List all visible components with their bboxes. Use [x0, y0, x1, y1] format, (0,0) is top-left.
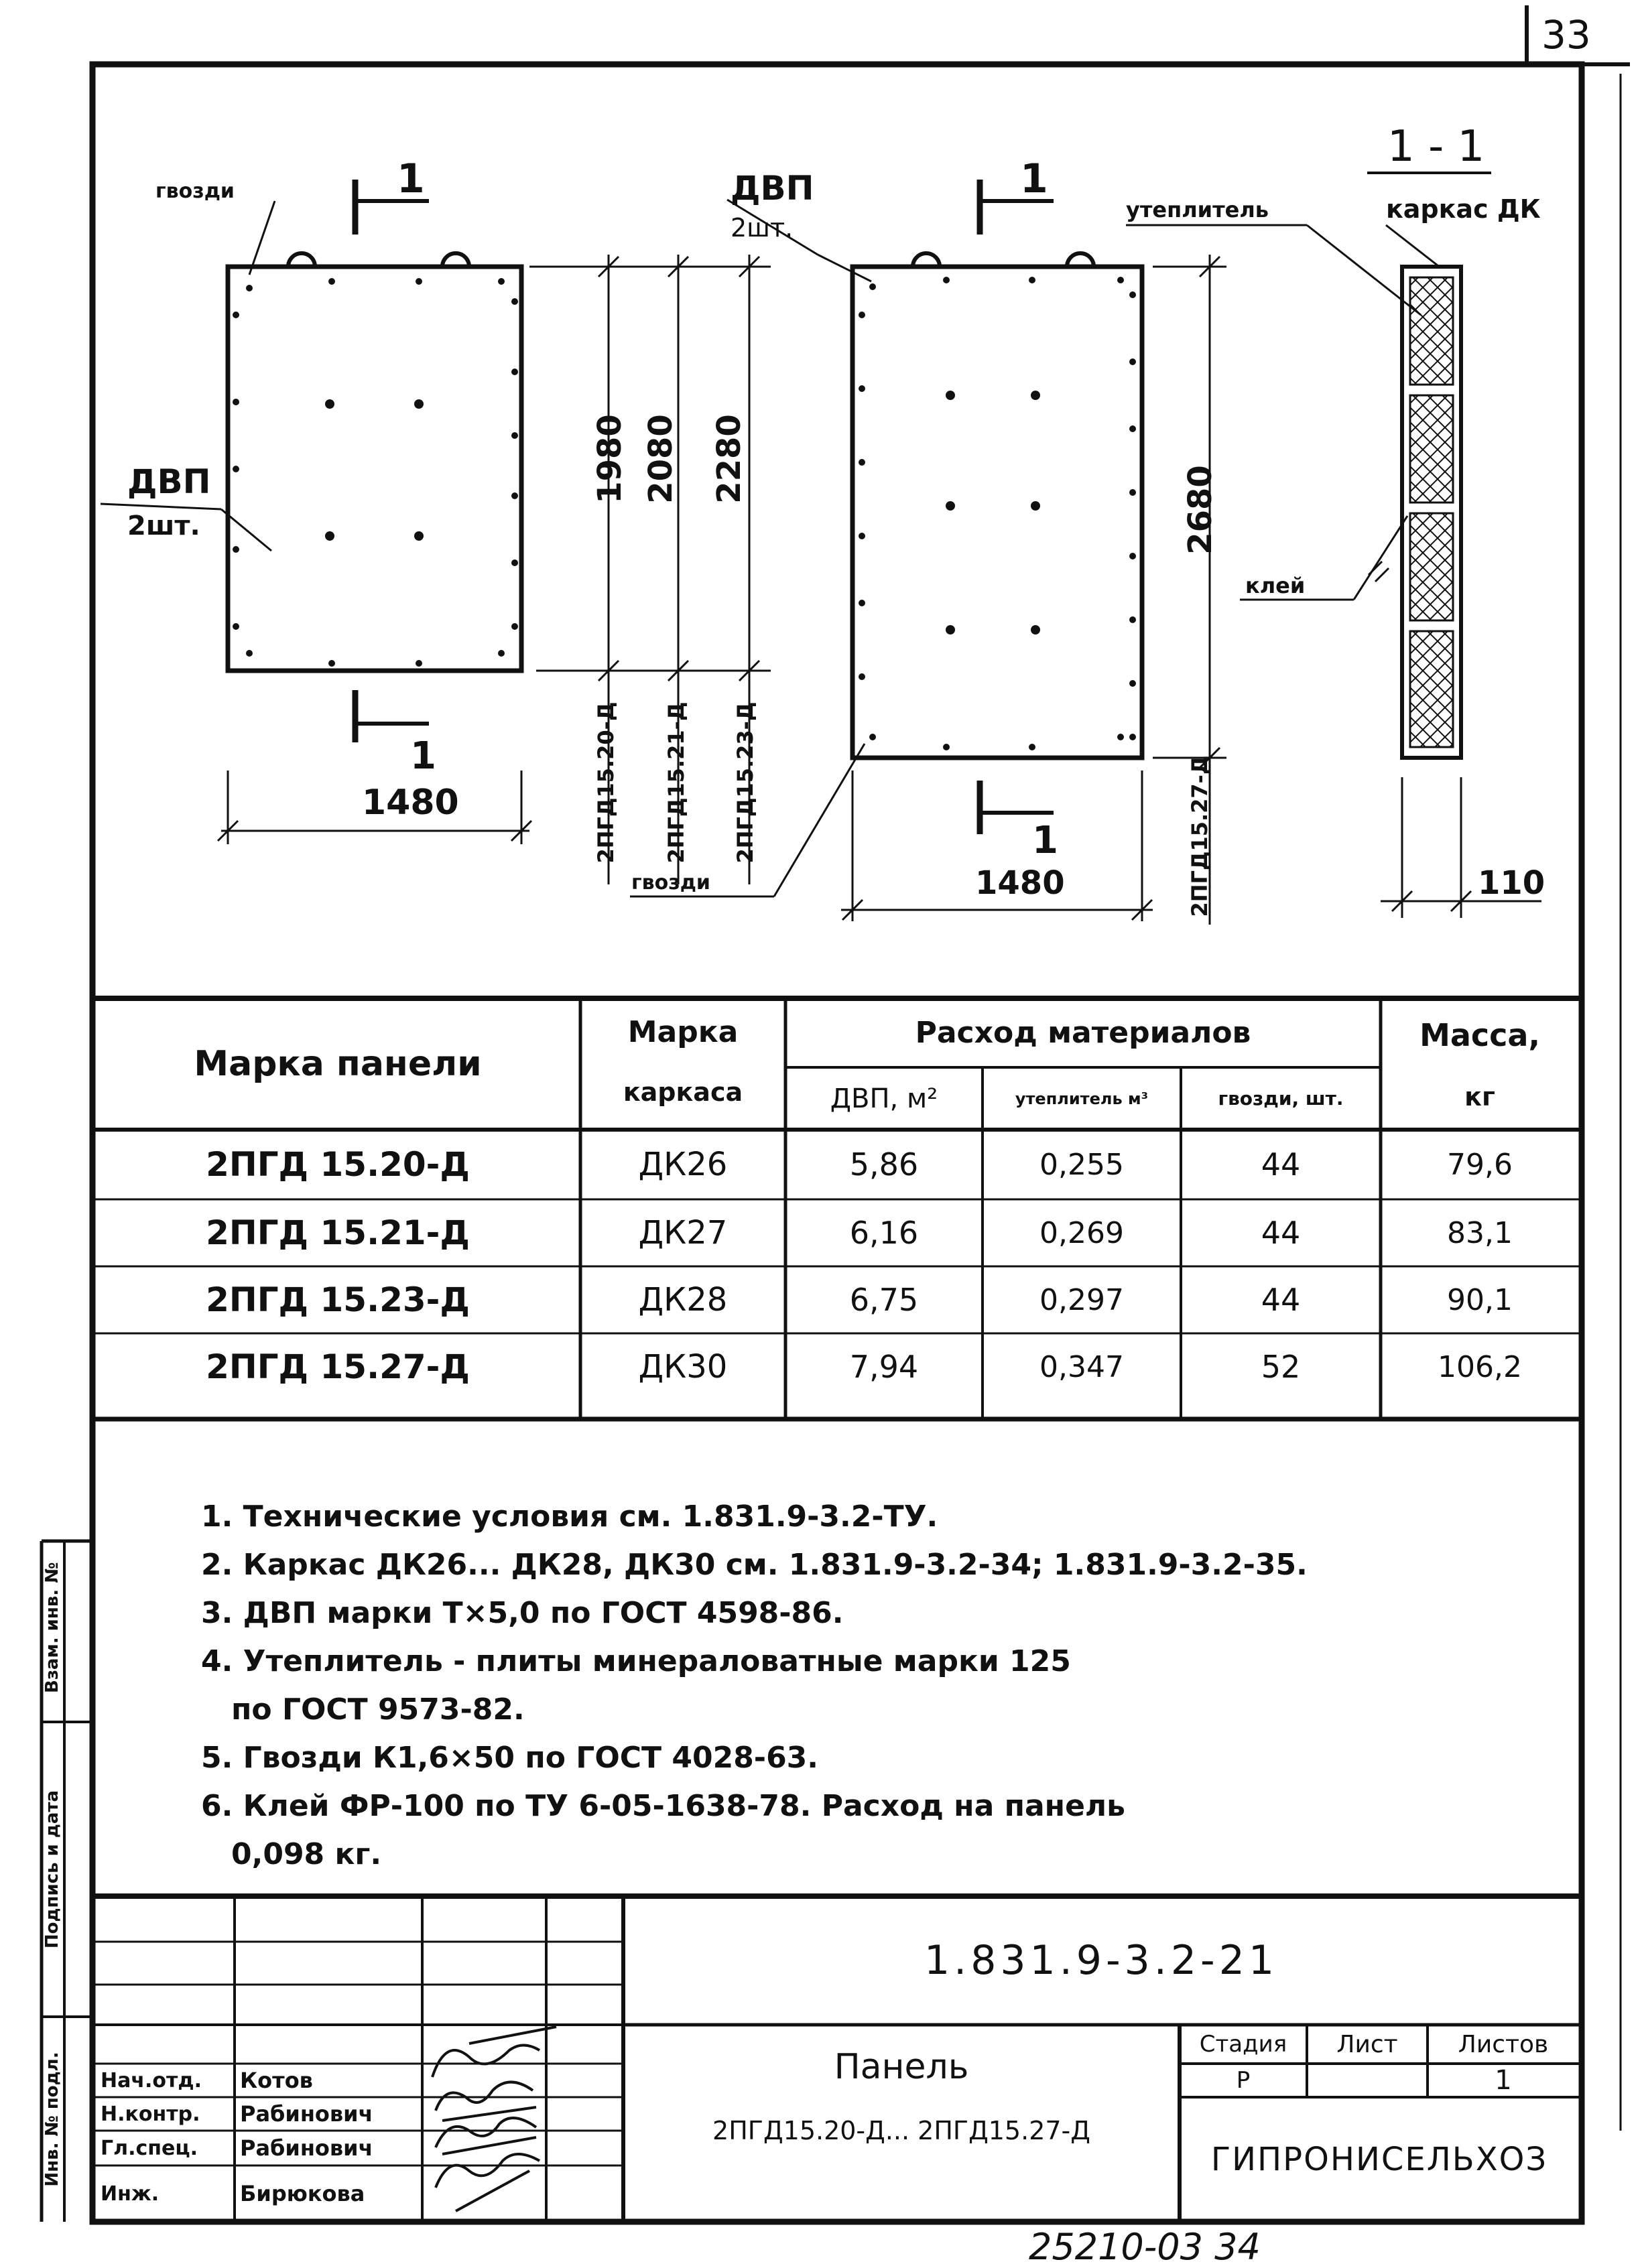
- section-mark-bottom-left: 1: [410, 734, 436, 778]
- table-row-2-frame: ДК27: [638, 1214, 728, 1252]
- side-stamp-sign-date: Подпись и дата: [42, 1790, 62, 1949]
- header-dvp: ДВП, м²: [830, 1083, 938, 1114]
- panel-right-view: [630, 180, 1226, 925]
- sheet-value: [1307, 2064, 1428, 2097]
- insulation-label: утеплитель: [1126, 197, 1269, 222]
- table-row-3-nails: 44: [1261, 1282, 1301, 1318]
- header-frame-mark-2: каркаса: [623, 1077, 743, 1107]
- signatures: [432, 2027, 556, 2211]
- height-dim-2280: 2280: [710, 414, 748, 504]
- glue-label: клей: [1245, 573, 1306, 598]
- signer-role-1: Нач.отд.: [101, 2068, 202, 2092]
- sheet-number: 33: [1541, 12, 1591, 58]
- sheets-header: Листов: [1458, 2030, 1549, 2058]
- table-row-2-panel: 2ПГД 15.21-Д: [206, 1213, 470, 1252]
- panel-mark-2pgd-15-21: 2ПГД15.21-Д: [664, 702, 689, 864]
- signer-role-3: Гл.спец.: [101, 2136, 198, 2160]
- table-row-1-nails: 44: [1261, 1146, 1301, 1183]
- table-row-1-insulation: 0,255: [1039, 1147, 1124, 1182]
- stage-value: Р: [1236, 2067, 1251, 2094]
- note-6-continued: 0,098 кг.: [231, 1837, 382, 1871]
- table-row-4-frame: ДК30: [638, 1348, 728, 1386]
- section-mark-bottom-right: 1: [1032, 819, 1058, 862]
- table-row-3-frame: ДК28: [638, 1281, 728, 1319]
- frame-label: каркас ДК: [1386, 194, 1541, 224]
- section-mark-top-left: 1: [397, 155, 425, 202]
- nails-label-right: гвозди: [631, 871, 710, 894]
- height-dim-1980: 1980: [591, 414, 629, 504]
- table-row-4-nails: 52: [1261, 1349, 1301, 1385]
- panel-mark-2pgd-15-27: 2ПГД15.27-Д: [1187, 755, 1212, 917]
- dvp-count-right: 2шт.: [731, 213, 794, 243]
- signer-name-1: Котов: [240, 2068, 313, 2093]
- header-panel-mark: Марка панели: [194, 1044, 482, 1084]
- note-6: 6. Клей ФР-100 по ТУ 6-05-1638-78. Расход на панель: [201, 1789, 1125, 1823]
- table-row-1-frame: ДК26: [638, 1146, 728, 1183]
- header-nails: гвозди, шт.: [1218, 1087, 1344, 1110]
- width-dim-left: 1480: [362, 783, 459, 823]
- table-row-4-dvp: 7,94: [849, 1349, 919, 1385]
- stage-header: Стадия: [1199, 2031, 1287, 2058]
- table-row-4-mass: 106,2: [1438, 1349, 1522, 1384]
- thickness-dim: 110: [1478, 864, 1545, 902]
- panel-mark-2pgd-15-20: 2ПГД15.20-Д: [593, 702, 619, 864]
- signer-role-4: Инж.: [101, 2182, 160, 2206]
- table-row-4-insulation: 0,347: [1039, 1349, 1124, 1384]
- panel-mark-2pgd-15-23: 2ПГД15.23-Д: [733, 702, 758, 864]
- table-row-2-mass: 83,1: [1447, 1215, 1513, 1250]
- dvp-label-right: ДВП: [731, 169, 814, 208]
- header-frame-mark-1: Марка: [627, 1014, 739, 1049]
- note-4-continued: по ГОСТ 9573-82.: [231, 1692, 525, 1727]
- width-dim-right: 1480: [975, 864, 1065, 902]
- note-3: 3. ДВП марки Т×5,0 по ГОСТ 4598-86.: [201, 1596, 844, 1630]
- title-line-1: Панель: [834, 2047, 969, 2087]
- side-stamp-vzam-inv: Взам. инв. №: [42, 1562, 62, 1693]
- table-row-1-mass: 79,6: [1447, 1147, 1513, 1182]
- table-row-3-panel: 2ПГД 15.23-Д: [206, 1280, 470, 1319]
- dvp-label-left: ДВП: [127, 462, 211, 501]
- table-row-2-nails: 44: [1261, 1215, 1301, 1251]
- table-row-4-panel: 2ПГД 15.27-Д: [206, 1347, 470, 1386]
- doc-code: 1.831.9-3.2-21: [924, 1937, 1279, 1984]
- table-row-1-panel: 2ПГД 15.20-Д: [206, 1145, 470, 1184]
- dvp-count-left: 2шт.: [127, 511, 200, 541]
- height-dim-2680: 2680: [1182, 465, 1219, 555]
- header-mass-1: Масса,: [1419, 1017, 1540, 1053]
- organization: ГИПРОНИСЕЛЬХОЗ: [1210, 2141, 1548, 2178]
- title-line-2: 2ПГД15.20-Д... 2ПГД15.27-Д: [712, 2116, 1090, 2145]
- table-row-2-insulation: 0,269: [1039, 1215, 1124, 1250]
- header-materials: Расход материалов: [915, 1016, 1251, 1050]
- section-title: 1 - 1: [1387, 122, 1485, 172]
- signer-name-3: Рабинович: [240, 2135, 373, 2161]
- sheets-value: 1: [1495, 2065, 1512, 2096]
- header-mass-2: кг: [1464, 1082, 1495, 1112]
- signer-role-2: Н.контр.: [101, 2102, 200, 2126]
- note-1: 1. Технические условия см. 1.831.9-3.2-ТУ.: [201, 1499, 938, 1534]
- side-stamp-inv-podl: Инв. № подл.: [42, 2052, 62, 2187]
- table-row-1-dvp: 5,86: [849, 1146, 919, 1183]
- note-4: 4. Утеплитель - плиты минераловатные марки 125: [201, 1644, 1071, 1678]
- table-row-3-insulation: 0,297: [1039, 1282, 1124, 1317]
- note-5: 5. Гвозди К1,6×50 по ГОСТ 4028-63.: [201, 1741, 819, 1775]
- signer-name-4: Бирюкова: [240, 2181, 365, 2206]
- header-insulation: утеплитель м³: [1015, 1089, 1149, 1108]
- signer-name-2: Рабинович: [240, 2101, 373, 2127]
- note-2: 2. Каркас ДК26... ДК28, ДК30 см. 1.831.9-3.2-34; 1.831.9-3.2-35.: [201, 1548, 1308, 1582]
- height-dim-2080: 2080: [642, 414, 680, 504]
- sheet-header: Лист: [1336, 2030, 1398, 2058]
- section-mark-top-right: 1: [1020, 155, 1048, 202]
- table-row-3-mass: 90,1: [1447, 1282, 1513, 1317]
- footer-code: 25210-03 34: [1029, 2226, 1261, 2268]
- table-row-2-dvp: 6,16: [849, 1215, 919, 1251]
- table-row-3-dvp: 6,75: [849, 1282, 919, 1318]
- nails-label-left: гвозди: [155, 180, 235, 203]
